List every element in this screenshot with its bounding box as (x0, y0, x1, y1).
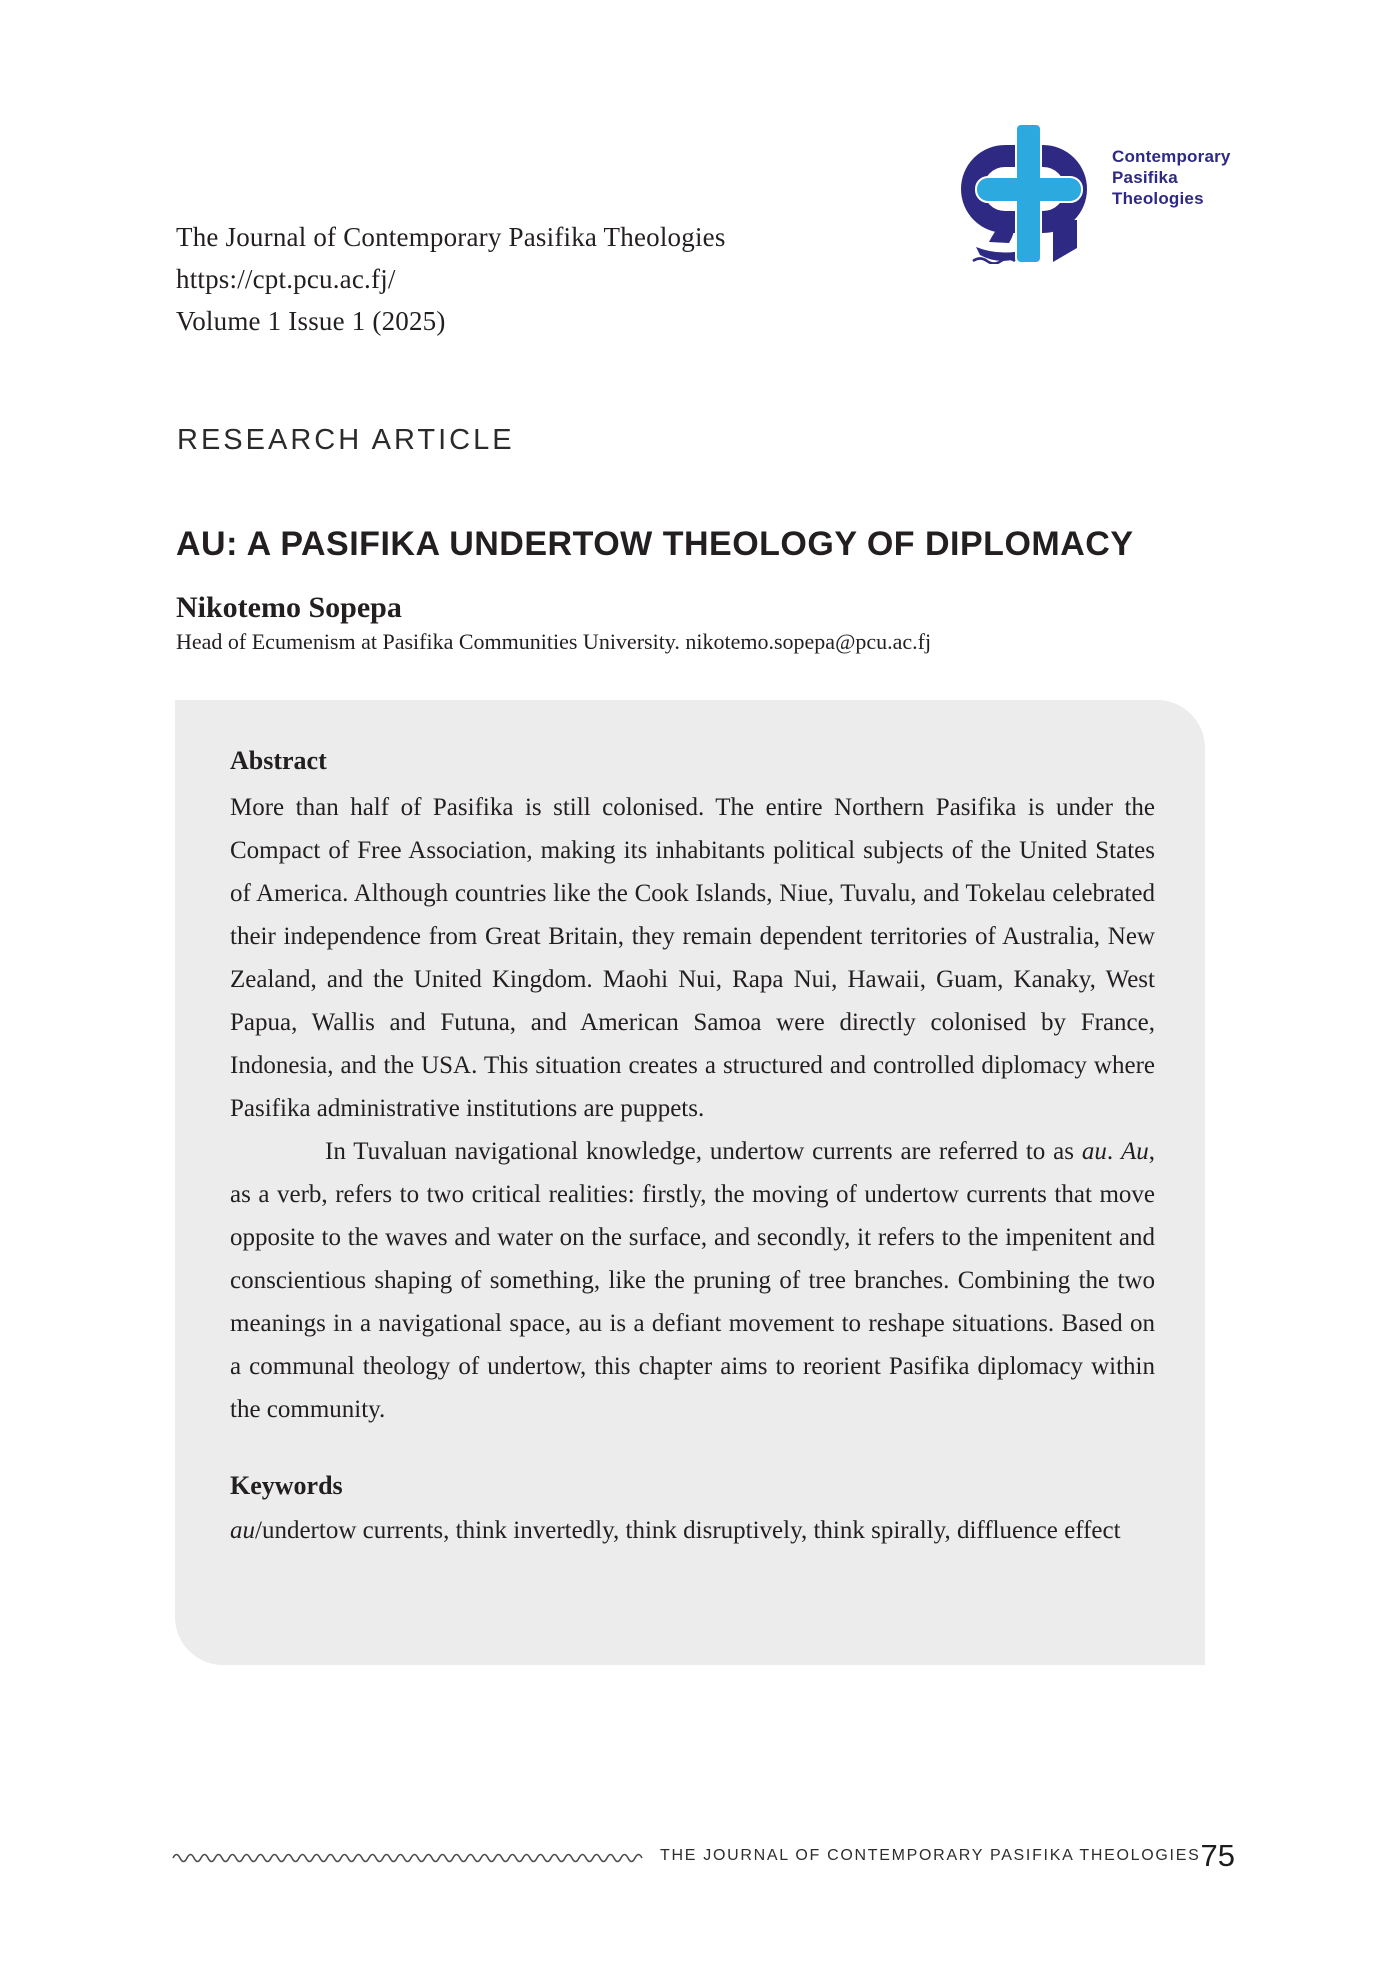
abstract-panel (175, 700, 1205, 1665)
article-type-label: RESEARCH ARTICLE (177, 424, 515, 456)
keywords-list (230, 1509, 1155, 1552)
page-footer (172, 1836, 1235, 1876)
author-name: Nikotemo Sopepa (176, 591, 402, 624)
keywords-rest: /undertow currents, think invertedly, think disruptively, think spirally, diffluence effect (255, 1517, 1121, 1544)
logo-word-1: Contemporary (1112, 147, 1231, 166)
abstract-paragraph-1: More than half of Pasifika is still colonised. The entire Northern Pasifika is under the Compact of Free Association, making its inhabitants political subjects of the United States of America. Although countries like the Cook Islands, Niue, Tuvalu, and Tokelau celebrated their independence from Great Britain, they remain dependent territories of Australia, New Zealand, and the United Kingdom. Maohi Nui, Rapa Nui, Hawaii, Guam, Kanaky, West Papua, Wallis and Futuna, and American Samoa were directly colonised by France, Indonesia, and the USA. This situation creates a structured and controlled diplomacy where Pasifika administrative institutions are puppets. (230, 794, 1155, 1122)
footer-squiggle-divider (172, 1850, 644, 1866)
journal-header (176, 216, 726, 342)
abstract-heading: Abstract (230, 746, 327, 775)
abstract-p2-seg1: In Tuvaluan navigational knowledge, undertow currents are referred to as (325, 1138, 1082, 1165)
abstract-p2-Au-italic: Au (1120, 1138, 1149, 1165)
cpt-cross-canoe-logo-icon (958, 124, 1100, 264)
journal-volume: Volume 1 Issue 1 (2025) (176, 306, 446, 336)
keywords-au-italic: au (230, 1517, 255, 1544)
logo-word-2: Pasifika (1112, 168, 1178, 187)
footer-journal-name: THE JOURNAL OF CONTEMPORARY PASIFIKA THEOLOGIES (660, 1847, 1201, 1864)
abstract-p2-au-italic: au (1081, 1138, 1107, 1165)
author-affiliation: Head of Ecumenism at Pasifika Communities University. nikotemo.sopepa@pcu.ac.fj (176, 629, 932, 654)
abstract-paragraph-2 (230, 1130, 1155, 1431)
logo-wordmark (1112, 146, 1231, 209)
author-block (176, 590, 931, 656)
logo-word-3: Theologies (1112, 189, 1204, 208)
journal-logo (958, 124, 1231, 264)
article-title: AU: A PASIFIKA UNDERTOW THEOLOGY OF DIPLOMACY (176, 524, 1134, 563)
abstract-p2-seg5: , as a verb, refers to two critical realities: firstly, the moving of undertow currents that move opposite to the waves and water on the surface, and secondly, it refers to the impenitent and conscientious shaping of something, like the pruning of tree branches. Combining the two meanings in a navigational space, au is a defiant movement to reshape situations. Based on a communal theology of undertow, this chapter aims to reorient Pasifika diplomacy within the community. (230, 1138, 1155, 1423)
abstract-p2-seg3: . (1106, 1138, 1121, 1165)
journal-title: The Journal of Contemporary Pasifika Theologies (176, 222, 726, 252)
journal-url-link[interactable]: https://cpt.pcu.ac.fj/ (176, 264, 396, 294)
footer-page-number: 75 (1200, 1838, 1235, 1873)
keywords-heading: Keywords (230, 1471, 343, 1500)
